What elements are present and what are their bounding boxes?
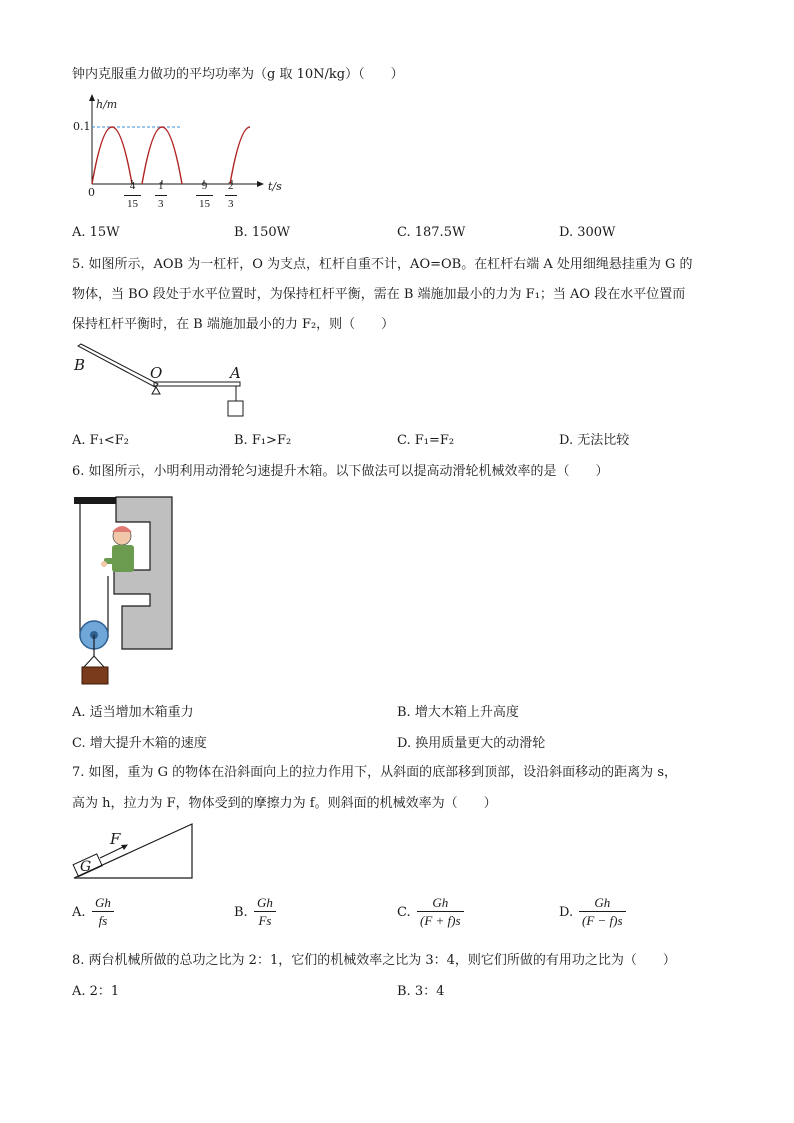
q7-option-c-letter: C. <box>397 905 411 920</box>
q7-stem-line1: 7. 如图，重为 G 的物体在沿斜面向上的拉力作用下，从斜面的底部移到顶部，设沿斜面移动的距离为 s， <box>72 765 677 780</box>
q5-stem-line1: 5. 如图所示，AOB 为一杠杆，O 为支点，杠杆自重不计，AO=OB。在杠杆右端 A 处用细绳悬挂重为 G 的 <box>72 257 693 272</box>
q4-stem-tail: 钟内克服重力做功的平均功率为（g 取 10N/kg）（ ） <box>72 67 404 82</box>
lever-label-o: O <box>150 364 163 382</box>
q6-option-c: C. 增大提升木箱的速度 <box>72 736 207 751</box>
q7-option-b-formula: $\frac{Gh}{Fs}$ <box>254 894 276 929</box>
graph-x-label: t/s <box>268 180 282 193</box>
q5-option-d: D. 无法比较 <box>559 433 630 448</box>
graph-y-label: h/m <box>96 98 118 111</box>
q7-option-a-letter: A. <box>72 905 86 920</box>
q5-option-a: A. F₁<F₂ <box>72 433 130 448</box>
q6-stem-line1: 6. 如图所示，小明利用动滑轮匀速提升木箱。以下做法可以提高动滑轮机械效率的是（ ） <box>72 464 609 479</box>
lever-label-a: A <box>230 364 241 382</box>
q6-option-d: D. 换用质量更大的动滑轮 <box>397 736 546 751</box>
q4-option-d: D. 300W <box>559 225 616 240</box>
q7-stem-line2: 高为 h，拉力为 F，物体受到的摩擦力为 f。则斜面的机械效率为（ ） <box>72 796 497 811</box>
q5-stem-line2: 物体，当 BO 段处于水平位置时，为保持杠杆平衡，需在 B 端施加最小的力为 F₁；当 AO 段在水平位置而 <box>72 287 686 302</box>
lever-label-b: B <box>74 356 86 374</box>
q6-option-b: B. 增大木箱上升高度 <box>397 705 519 720</box>
graph-x-tick: $\frac{1}{3}$ <box>155 178 167 213</box>
q8-stem-line1: 8. 两台机械所做的总功之比为 2：1，它们的机械效率之比为 3：4，则它们所做的有用功之比为（ ） <box>72 953 676 968</box>
q7-option-d-letter: D. <box>559 905 574 920</box>
q4-option-a: A. 15W <box>72 225 120 240</box>
q7-option-b-letter: B. <box>234 905 248 920</box>
graph-x-tick: $\frac{4}{15}$ <box>124 178 141 213</box>
q8-option-b: B. 3：4 <box>397 984 445 999</box>
lever-figure <box>70 344 260 424</box>
incline-label-g: G <box>80 859 92 875</box>
q4-option-b: B. 150W <box>234 225 290 240</box>
q4-option-c: C. 187.5W <box>397 225 466 240</box>
graph-y-tick: 0.1 <box>73 120 91 133</box>
q7-option-d-formula: $\frac{Gh}{(F - f)s}$ <box>579 894 626 929</box>
q5-option-c: C. F₁=F₂ <box>397 433 455 448</box>
pulley-figure <box>74 494 184 686</box>
graph-x-tick: $\frac{9}{15}$ <box>196 178 213 213</box>
q5-stem-line3: 保持杠杆平衡时，在 B 端施加最小的力 F₂，则（ ） <box>72 317 395 332</box>
q6-option-a: A. 适当增加木箱重力 <box>72 705 194 720</box>
q5-option-b: B. F₁>F₂ <box>234 433 292 448</box>
q8-option-a: A. 2：1 <box>72 984 120 999</box>
incline-label-f: F <box>110 830 121 848</box>
graph-origin: 0 <box>88 186 95 199</box>
graph-x-tick: $\frac{2}{3}$ <box>225 178 237 213</box>
q7-option-c-formula: $\frac{Gh}{(F + f)s}$ <box>417 894 464 929</box>
q7-option-a-formula: $\frac{Gh}{fs}$ <box>92 894 114 929</box>
